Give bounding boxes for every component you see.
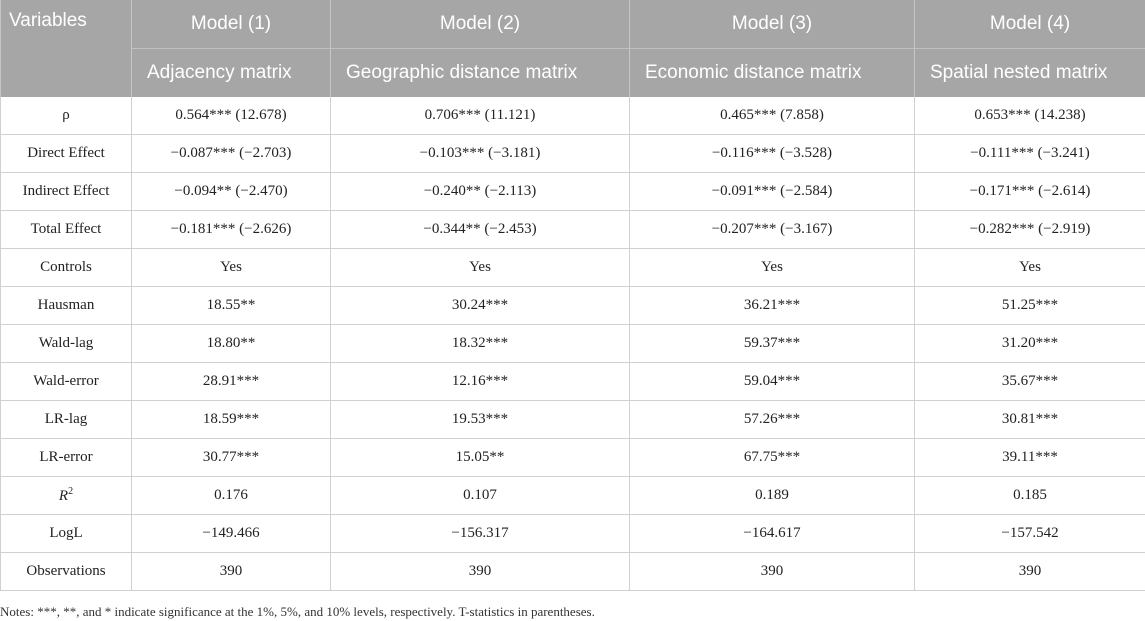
row-label: Controls [1,249,132,287]
table-cell: 0.706*** (11.121) [331,97,630,135]
table-cell: 390 [331,553,630,591]
table-row [1,477,1145,515]
table-row [1,97,1145,135]
table-cell: Yes [630,249,915,287]
geographic-distance-matrix-header: Geographic distance matrix [331,49,630,98]
table-cell: 57.26*** [630,401,915,439]
table-row [1,135,1145,173]
model-1-header: Model (1) [132,0,331,49]
table-cell: 30.81*** [915,401,1145,439]
table-cell: −0.240** (−2.113) [331,173,630,211]
table-cell: 18.32*** [331,325,630,363]
r-squared-base: R [58,488,69,504]
header-row-matrices [1,49,1145,98]
row-label: Indirect Effect [1,173,132,211]
row-label: ρ [1,97,132,135]
row-label: LogL [1,515,132,553]
table-cell: 35.67*** [915,363,1145,401]
table-cell: 0.189 [630,477,915,515]
table-cell: −157.542 [915,515,1145,553]
table-cell: 390 [132,553,331,591]
table-cell: 36.21*** [630,287,915,325]
table-cell: 0.465*** (7.858) [630,97,915,135]
table-cell: −156.317 [331,515,630,553]
model-3-header: Model (3) [630,0,915,49]
table-cell: Yes [132,249,331,287]
table-cell: 19.53*** [331,401,630,439]
table-cell: −0.103*** (−3.181) [331,135,630,173]
adjacency-matrix-header: Adjacency matrix [132,49,331,98]
table-body [1,97,1145,591]
variables-header: Variables [1,0,132,97]
table-cell: 0.653*** (14.238) [915,97,1145,135]
table-cell: 39.11*** [915,439,1145,477]
table-cell: 390 [915,553,1145,591]
table-header [1,0,1145,97]
economic-distance-matrix-header: Economic distance matrix [630,49,915,98]
spatial-nested-matrix-header: Spatial nested matrix [915,49,1145,98]
table-row [1,363,1145,401]
table-cell: 18.80** [132,325,331,363]
table-cell: 59.04*** [630,363,915,401]
table-row [1,325,1145,363]
table-cell: −0.181*** (−2.626) [132,211,331,249]
model-2-header: Model (2) [331,0,630,49]
table-cell: 28.91*** [132,363,331,401]
row-label [1,477,132,515]
table-cell: 0.176 [132,477,331,515]
table-cell: −0.344** (−2.453) [331,211,630,249]
table-cell: 18.55** [132,287,331,325]
table-cell: 51.25*** [915,287,1145,325]
row-label: Hausman [1,287,132,325]
row-label: Wald-error [1,363,132,401]
table-cell: 0.107 [331,477,630,515]
table-cell: 30.77*** [132,439,331,477]
table-row [1,211,1145,249]
table-row [1,249,1145,287]
table-cell: −0.116*** (−3.528) [630,135,915,173]
row-label: Direct Effect [1,135,132,173]
table-cell: 0.185 [915,477,1145,515]
table-cell: −0.282*** (−2.919) [915,211,1145,249]
table-row [1,553,1145,591]
table-cell: 12.16*** [331,363,630,401]
table-cell: 31.20*** [915,325,1145,363]
row-label: Wald-lag [1,325,132,363]
table-cell: −164.617 [630,515,915,553]
table-cell: −0.171*** (−2.614) [915,173,1145,211]
table-row [1,401,1145,439]
table-row [1,439,1145,477]
row-label: Observations [1,553,132,591]
table-cell: −0.087*** (−2.703) [132,135,331,173]
table-cell: Yes [915,249,1145,287]
table-cell: Yes [331,249,630,287]
row-label: LR-lag [1,401,132,439]
table-row [1,515,1145,553]
table-cell: 67.75*** [630,439,915,477]
table-cell: −0.111*** (−3.241) [915,135,1145,173]
table-cell: −0.094** (−2.470) [132,173,331,211]
table-notes: Notes: ***, **, and * indicate significance at the 1%, 5%, and 10% levels, respectively. T-statistics in parentheses. [0,604,595,619]
row-label: Total Effect [1,211,132,249]
table-cell: −0.207*** (−3.167) [630,211,915,249]
table-cell: 15.05** [331,439,630,477]
r-squared-superscript: 2 [68,486,74,497]
model-4-header: Model (4) [915,0,1145,49]
row-label: LR-error [1,439,132,477]
table-row [1,173,1145,211]
table-cell: −149.466 [132,515,331,553]
header-row-models [1,0,1145,49]
table-cell: 30.24*** [331,287,630,325]
table-cell: 18.59*** [132,401,331,439]
table-cell: 390 [630,553,915,591]
table-row [1,287,1145,325]
table-cell: 0.564*** (12.678) [132,97,331,135]
table-cell: 59.37*** [630,325,915,363]
table-cell: −0.091*** (−2.584) [630,173,915,211]
